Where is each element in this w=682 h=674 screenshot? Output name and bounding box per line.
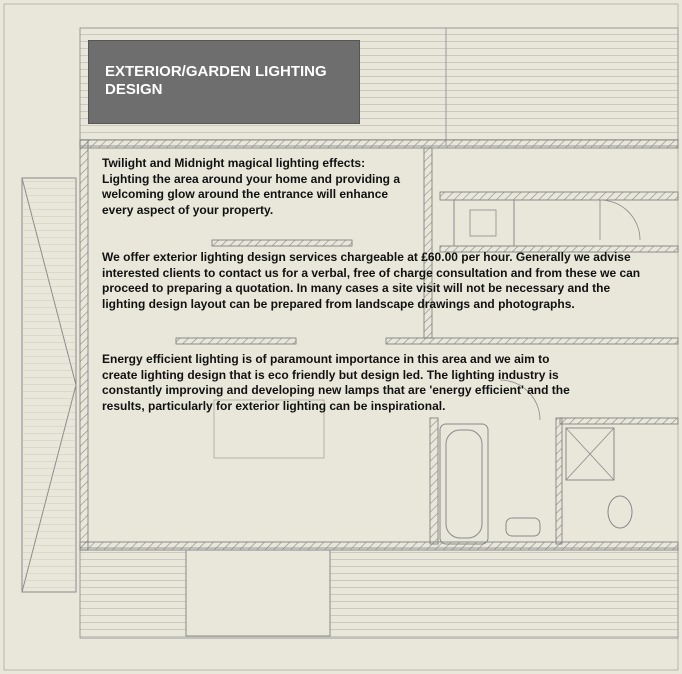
bath-tub xyxy=(440,424,488,544)
wall-bottom xyxy=(80,542,678,550)
deck-right-top xyxy=(446,28,678,146)
toilet xyxy=(608,496,632,528)
wall-top xyxy=(80,140,678,148)
energy-paragraph: Energy efficient lighting is of paramount importance in this area and we aim to create lighting design that is eco friendly but design led. The lighting industry is constantly improving and developing new lamps that are 'energy efficient' and the results, particularly for exterior lighting can be inspirational. xyxy=(102,352,570,413)
page-title: EXTERIOR/GARDEN LIGHTING DESIGN xyxy=(105,63,327,98)
services-paragraph: We offer exterior lighting design services chargeable at £60.00 per hour. Generally we advise interested clients to contact us for a verbal, free of charge consultation and from these we can proceed to preparing a quotation. In many cases a site visit will not be necessary and the lighting design layout can be prepared from landscape drawings and photographs. xyxy=(102,250,641,311)
deck-bottom xyxy=(80,548,678,638)
wall-left xyxy=(80,140,88,550)
intro-paragraph: Twilight and Midnight magical lighting effects: Lighting the area around your home and providing a welcoming glow around the entrance will enhance every aspect of your property. xyxy=(102,156,401,217)
title-banner xyxy=(88,40,360,124)
